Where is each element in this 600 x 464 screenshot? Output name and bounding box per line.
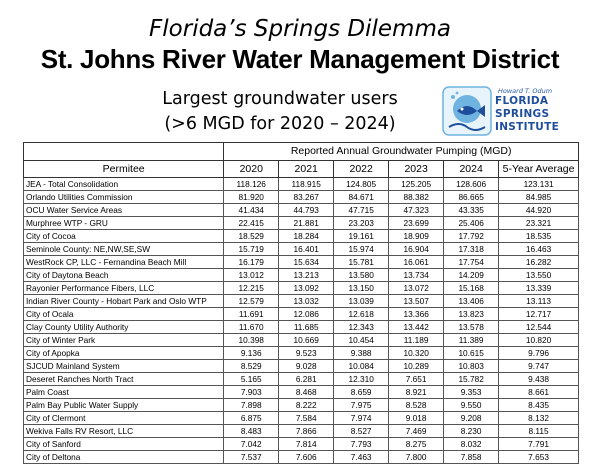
value-cell: 15.782 [444,373,499,386]
table-row [24,282,579,295]
value-cell: 13.113 [499,295,579,308]
value-cell: 13.012 [224,269,279,282]
permitee-cell: Orlando Utilities Commission [24,191,224,204]
value-cell: 7.653 [499,451,579,464]
value-cell: 43.335 [444,204,499,217]
value-cell: 7.800 [389,451,444,464]
permitee-cell: Murphree WTP - GRU [24,217,224,230]
value-cell: 13.366 [389,308,444,321]
table-row [24,438,579,451]
column-header: 2024 [444,161,499,178]
permitee-cell: Wekiva Falls RV Resort, LLC [24,425,224,438]
value-cell: 18.529 [224,230,279,243]
value-cell: 47.715 [334,204,389,217]
table-row [24,204,579,217]
value-cell: 11.685 [279,321,334,334]
value-cell: 81.920 [224,191,279,204]
value-cell: 16.401 [279,243,334,256]
value-cell: 6.281 [279,373,334,386]
value-cell: 13.442 [389,321,444,334]
group-header: Reported Annual Groundwater Pumping (MGD) [224,143,579,161]
value-cell: 18.909 [389,230,444,243]
value-cell: 23.699 [389,217,444,230]
value-cell: 8.528 [389,399,444,412]
permitee-cell: Clay County Utility Authority [24,321,224,334]
value-cell: 7.974 [334,412,389,425]
value-cell: 7.866 [279,425,334,438]
value-cell: 23.321 [499,217,579,230]
value-cell: 12.544 [499,321,579,334]
value-cell: 9.018 [389,412,444,425]
value-cell: 6.875 [224,412,279,425]
value-cell: 47.323 [389,204,444,217]
value-cell: 25.406 [444,217,499,230]
permitee-cell: City of Clermont [24,412,224,425]
table-row [24,321,579,334]
table-row [24,425,579,438]
value-cell: 16.904 [389,243,444,256]
groundwater-pumping-table [23,142,579,464]
value-cell: 15.168 [444,282,499,295]
value-cell: 13.507 [389,295,444,308]
table-row [24,360,579,373]
permitee-cell: City of Ocala [24,308,224,321]
value-cell: 15.634 [279,256,334,269]
value-cell: 13.213 [279,269,334,282]
value-cell: 9.388 [334,347,389,360]
table-row [24,217,579,230]
value-cell: 19.161 [334,230,389,243]
value-cell: 124.805 [334,178,389,191]
value-cell: 84.985 [499,191,579,204]
value-cell: 8.115 [499,425,579,438]
value-cell: 7.791 [499,438,579,451]
slide-title: Florida’s Springs Dilemma [149,16,451,42]
value-cell: 7.898 [224,399,279,412]
value-cell: 8.230 [444,425,499,438]
value-cell: 10.669 [279,334,334,347]
value-cell: 13.039 [334,295,389,308]
value-cell: 18.535 [499,230,579,243]
value-cell: 13.072 [389,282,444,295]
value-cell: 8.032 [444,438,499,451]
table-row [24,412,579,425]
logo-text-institute: INSTITUTE [495,121,560,133]
value-cell: 44.920 [499,204,579,217]
value-cell: 10.615 [444,347,499,360]
logo-text-springs: SPRINGS [495,108,550,120]
value-cell: 17.792 [444,230,499,243]
table-row [24,334,579,347]
value-cell: 15.719 [224,243,279,256]
value-cell: 23.203 [334,217,389,230]
permitee-cell: JEA - Total Consolidation [24,178,224,191]
permitee-cell: OCU Water Service Areas [24,204,224,217]
subtitle-line-1: Largest groundwater users [162,89,398,109]
permitee-cell: Rayonier Performance Fibers, LLC [24,282,224,295]
table-row [24,243,579,256]
value-cell: 12.215 [224,282,279,295]
value-cell: 86.665 [444,191,499,204]
logo-tagline: Howard T. Odum [498,87,553,95]
value-cell: 9.208 [444,412,499,425]
table-row [24,399,579,412]
value-cell: 10.289 [389,360,444,373]
permitee-cell: SJCUD Mainland System [24,360,224,373]
permitee-cell: Seminole County: NE,NW,SE,SW [24,243,224,256]
value-cell: 8.921 [389,386,444,399]
fish-tank-logo-icon [441,85,493,137]
permitee-cell: Deseret Ranches North Tract [24,373,224,386]
permitee-cell: City of Apopka [24,347,224,360]
table-row [24,347,579,360]
value-cell: 17.754 [444,256,499,269]
value-cell: 13.406 [444,295,499,308]
column-header: Permitee [24,161,224,178]
value-cell: 11.670 [224,321,279,334]
table-row [24,373,579,386]
value-cell: 125.205 [389,178,444,191]
column-header: 2022 [334,161,389,178]
value-cell: 128.606 [444,178,499,191]
value-cell: 8.222 [279,399,334,412]
value-cell: 12.343 [334,321,389,334]
permitee-cell: City of Sanford [24,438,224,451]
permitee-cell: Palm Bay Public Water Supply [24,399,224,412]
value-cell: 7.537 [224,451,279,464]
value-cell: 12.618 [334,308,389,321]
value-cell: 11.691 [224,308,279,321]
value-cell: 88.382 [389,191,444,204]
florida-springs-institute-logo [441,85,576,137]
table-row [24,191,579,204]
value-cell: 7.858 [444,451,499,464]
permitee-cell: City of Winter Park [24,334,224,347]
value-cell: 10.398 [224,334,279,347]
district-title: St. Johns River Water Management District [40,44,560,74]
permitee-cell: Palm Coast [24,386,224,399]
value-cell: 11.189 [389,334,444,347]
value-cell: 16.282 [499,256,579,269]
value-cell: 13.580 [334,269,389,282]
value-cell: 22.415 [224,217,279,230]
value-cell: 18.284 [279,230,334,243]
value-cell: 7.975 [334,399,389,412]
permitee-cell: City of Cocoa [24,230,224,243]
value-cell: 13.032 [279,295,334,308]
value-cell: 21.881 [279,217,334,230]
value-cell: 83.267 [279,191,334,204]
value-cell: 9.523 [279,347,334,360]
value-cell: 7.903 [224,386,279,399]
permitee-cell: WestRock CP, LLC - Fernandina Beach Mill [24,256,224,269]
value-cell: 118.126 [224,178,279,191]
value-cell: 12.717 [499,308,579,321]
value-cell: 13.823 [444,308,499,321]
value-cell: 16.061 [389,256,444,269]
value-cell: 13.150 [334,282,389,295]
column-header: 5-Year Average [499,161,579,178]
subtitle-line-2: (>6 MGD for 2020 – 2024) [164,114,396,134]
value-cell: 7.042 [224,438,279,451]
value-cell: 8.483 [224,425,279,438]
value-cell: 9.796 [499,347,579,360]
value-cell: 15.974 [334,243,389,256]
table-row [24,308,579,321]
value-cell: 7.469 [389,425,444,438]
value-cell: 15.781 [334,256,389,269]
value-cell: 7.651 [389,373,444,386]
value-cell: 7.584 [279,412,334,425]
table-row [24,451,579,464]
value-cell: 16.463 [499,243,579,256]
value-cell: 12.579 [224,295,279,308]
value-cell: 9.353 [444,386,499,399]
table-row [24,386,579,399]
value-cell: 41.434 [224,204,279,217]
blank-header-cell [24,143,224,161]
value-cell: 10.084 [334,360,389,373]
value-cell: 8.529 [224,360,279,373]
value-cell: 8.132 [499,412,579,425]
table-row [24,295,579,308]
value-cell: 13.092 [279,282,334,295]
value-cell: 44.793 [279,204,334,217]
value-cell: 9.136 [224,347,279,360]
value-cell: 9.550 [444,399,499,412]
value-cell: 10.803 [444,360,499,373]
value-cell: 11.389 [444,334,499,347]
value-cell: 13.550 [499,269,579,282]
value-cell: 7.463 [334,451,389,464]
table-row [24,178,579,191]
value-cell: 8.659 [334,386,389,399]
table-row [24,256,579,269]
value-cell: 13.339 [499,282,579,295]
value-cell: 123.131 [499,178,579,191]
value-cell: 8.275 [389,438,444,451]
value-cell: 14.209 [444,269,499,282]
value-cell: 17.318 [444,243,499,256]
column-header: 2021 [279,161,334,178]
table-body [24,178,579,464]
table-row [24,230,579,243]
column-header: 2023 [389,161,444,178]
table-row [24,269,579,282]
value-cell: 5.165 [224,373,279,386]
value-cell: 10.320 [389,347,444,360]
value-cell: 13.734 [389,269,444,282]
permitee-cell: City of Deltona [24,451,224,464]
value-cell: 8.527 [334,425,389,438]
value-cell: 10.454 [334,334,389,347]
value-cell: 9.028 [279,360,334,373]
value-cell: 12.086 [279,308,334,321]
value-cell: 118.915 [279,178,334,191]
value-cell: 12.310 [334,373,389,386]
value-cell: 8.468 [279,386,334,399]
value-cell: 8.435 [499,399,579,412]
logo-text-florida: FLORIDA [495,95,549,107]
value-cell: 10.820 [499,334,579,347]
value-cell: 9.747 [499,360,579,373]
value-cell: 9.438 [499,373,579,386]
value-cell: 13.578 [444,321,499,334]
value-cell: 7.814 [279,438,334,451]
permitee-cell: City of Daytona Beach [24,269,224,282]
value-cell: 7.606 [279,451,334,464]
permitee-cell: Indian River County - Hobart Park and Oslo WTP [24,295,224,308]
value-cell: 8.661 [499,386,579,399]
column-header: 2020 [224,161,279,178]
value-cell: 84.671 [334,191,389,204]
value-cell: 7.793 [334,438,389,451]
value-cell: 16.179 [224,256,279,269]
